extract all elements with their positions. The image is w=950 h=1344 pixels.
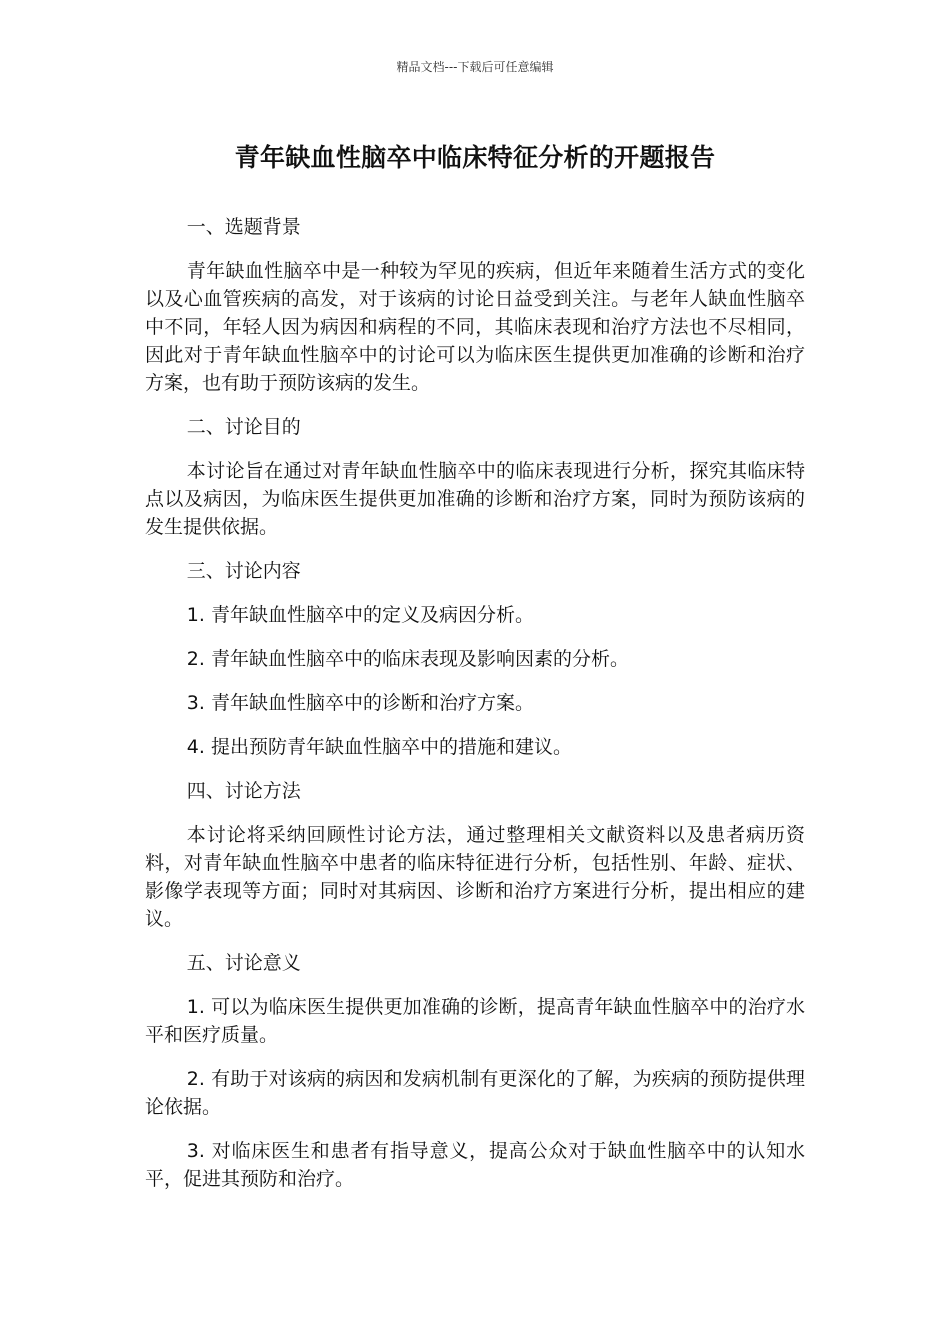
list-item-content-2: 2. 青年缺血性脑卒中的临床表现及影响因素的分析。 [186, 648, 629, 670]
list-item-content-1: 1. 青年缺血性脑卒中的定义及病因分析。 [186, 604, 534, 626]
paragraph-method: 本讨论将采纳回顾性讨论方法，通过整理相关文献资料以及患者病历资料，对青年缺血性脑卒中患者的临床特征进行分析，包括性别、年龄、症状、影像学表现等方面；同时对其病因、诊断和治疗方案进行分析，提出相应的建议。 [145, 824, 805, 930]
document-title: 青年缺血性脑卒中临床特征分析的开题报告 [234, 143, 716, 172]
list-item-content-4: 4. 提出预防青年缺血性脑卒中的措施和建议。 [186, 736, 572, 758]
document-body [145, 213, 805, 1209]
section-heading-background: 一、选题背景 [186, 216, 301, 238]
list-item-significance-2: 2. 有助于对该病的病因和发病机制有更深化的了解，为疾病的预防提供理论依据。 [145, 1068, 805, 1118]
list-item-significance-1: 1. 可以为临床医生提供更加准确的诊断，提高青年缺血性脑卒中的治疗水平和医疗质量。 [145, 996, 805, 1046]
page-header: 精品文档---下载后可任意编辑 [396, 60, 554, 74]
section-heading-purpose: 二、讨论目的 [186, 416, 301, 438]
list-item-content-3: 3. 青年缺血性脑卒中的诊断和治疗方案。 [186, 692, 534, 714]
paragraph-background: 青年缺血性脑卒中是一种较为罕见的疾病，但近年来随着生活方式的变化以及心血管疾病的高发，对于该病的讨论日益受到关注。与老年人缺血性脑卒中不同，年轻人因为病因和病程的不同，其临床表现和治疗方法也不尽相同，因此对于青年缺血性脑卒中的讨论可以为临床医生提供更加准确的诊断和治疗方案，也有助于预防该病的发生。 [145, 260, 805, 394]
section-heading-method: 四、讨论方法 [186, 780, 301, 802]
section-heading-significance: 五、讨论意义 [186, 952, 301, 974]
section-heading-content: 三、讨论内容 [186, 560, 301, 582]
paragraph-purpose: 本讨论旨在通过对青年缺血性脑卒中的临床表现进行分析，探究其临床特点以及病因，为临床医生提供更加准确的诊断和治疗方案，同时为预防该病的发生提供依据。 [145, 460, 805, 538]
list-item-significance-3: 3. 对临床医生和患者有指导意义，提高公众对于缺血性脑卒中的认知水平，促进其预防和治疗。 [145, 1140, 805, 1190]
